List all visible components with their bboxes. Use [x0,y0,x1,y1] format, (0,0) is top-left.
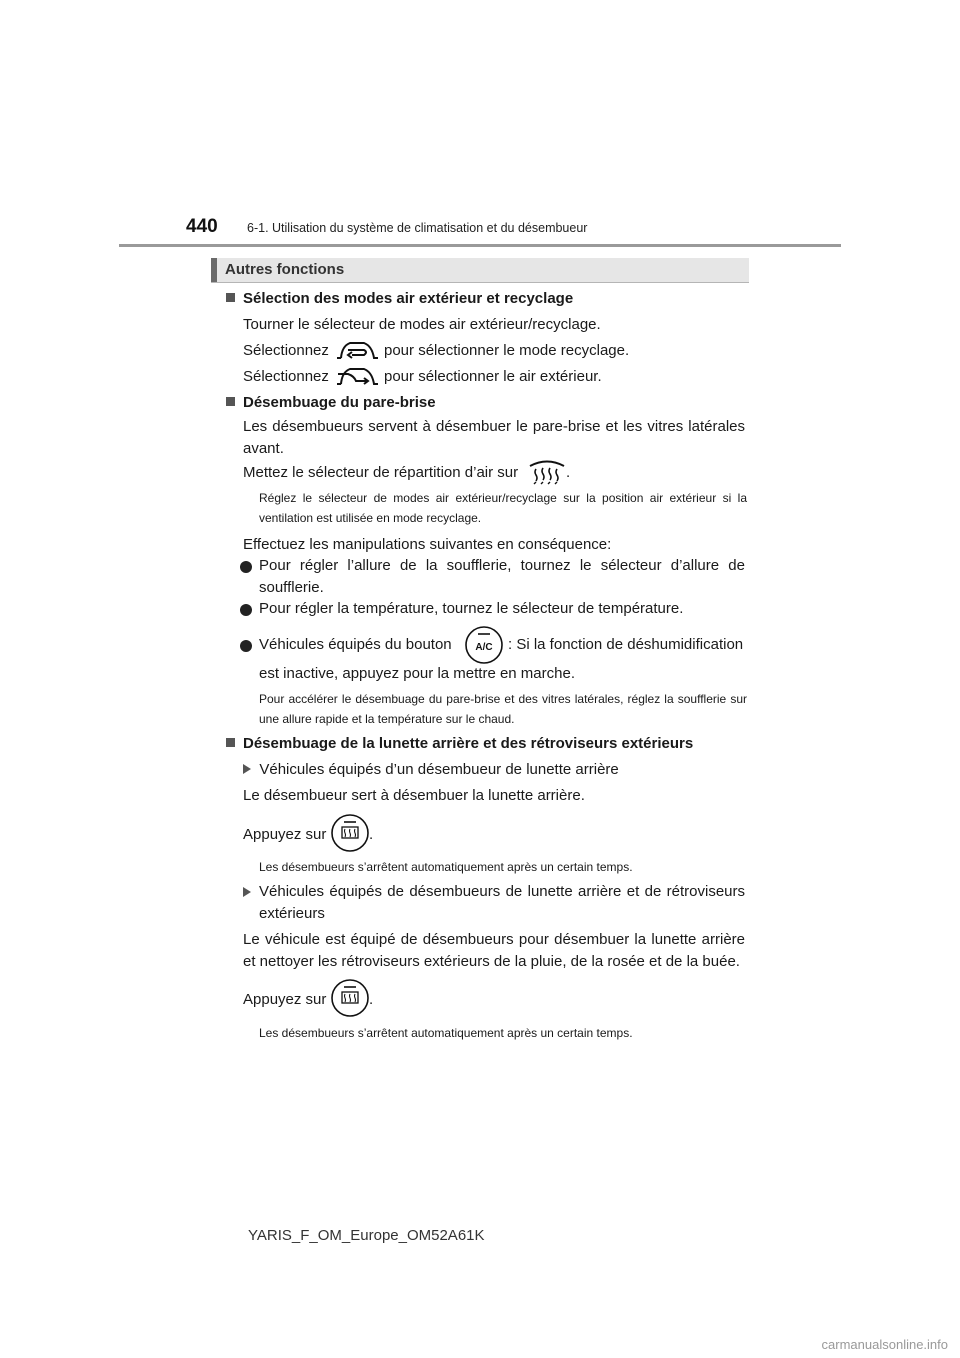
rear-press-prefix-2: Appuyez sur [243,991,327,1008]
rear-sub-1 [243,760,619,780]
triangle-bullet-icon [243,764,251,774]
windshield-bullet-temperature: Pour régler la température, tournez le sélecteur de température. [259,600,684,617]
rear-press-suffix-1: . [369,826,374,843]
ac-button-icon [464,624,504,666]
rear-sub-1-description: Le désembueur sert à désembuer la lunette arrière. [243,787,585,804]
bullet-icon [240,604,252,616]
section-marker [211,258,217,282]
windshield-intro: Les désembueurs servent à désembuer le pare-brise et les vitres latérales avant. [243,418,745,457]
recycle-heading-text: Sélection des modes air extérieur et recyclage [243,290,574,307]
page-number: 440 [186,216,218,237]
rear-note-1: Les désembueurs s’arrêtent automatiquement après un certain temps. [259,860,633,874]
section-header [211,258,749,283]
recycle-heading [226,289,573,309]
recycle-select-prefix: Sélectionnez [243,342,329,359]
header-divider [119,244,841,247]
rear-sub-1-text: Véhicules équipés d’un désembueur de lunette arrière [259,761,619,778]
windshield-selector-prefix: Mettez le sélecteur de répartition d’air sur [243,464,519,481]
windshield-bullet-ac-prefix: Véhicules équipés du bouton [259,636,452,653]
document-code: YARIS_F_OM_Europe_OM52A61K [248,1227,485,1244]
windshield-heading [226,393,436,413]
windshield-bullet-ac-line2: est inactive, appuyez pour la mettre en marche. [259,665,575,682]
bullet-icon [240,561,252,573]
rear-press-suffix-2: . [369,991,374,1008]
windshield-note-1: Réglez le sélecteur de modes air extérieur/recyclage sur la position air extérieur si la ventilation est utilisée en mode recyclage. [259,491,747,525]
windshield-bullet-ac-suffix: : Si la fonction de déshumidification [508,636,744,653]
rear-press-prefix-1: Appuyez sur [243,826,327,843]
fresh-select-prefix: Sélectionnez [243,368,329,385]
rear-sub-2: Véhicules équipés de désembueurs de lunette arrière et de rétroviseurs extérieurs [259,883,745,922]
ac-button-label: A/C [475,642,493,653]
windshield-note-2: Pour accélérer le désembuage du pare-brise et des vitres latérales, réglez la soufflerie sur une allure rapide et la température sur le chaud. [259,692,747,726]
square-bullet-icon [226,738,235,747]
bullet-icon [240,640,252,652]
square-bullet-icon [226,293,235,302]
watermark: carmanualsonline.info [821,1337,948,1352]
chapter-title: 6-1. Utilisation du système de climatisation et du désembueur [247,221,588,235]
fresh-air-mode-icon [334,364,380,390]
windshield-selector-suffix: . [566,464,571,481]
rear-heading-text: Désembuage de la lunette arrière et des rétroviseurs extérieurs [243,735,694,752]
rear-heading [226,734,693,754]
rear-sub-2-description: Le véhicule est équipé de désembueurs pour désembuer la lunette arrière et nettoyer les rétroviseurs extérieurs de la pluie, de la rosée et de la buée. [243,931,745,970]
rear-note-2: Les désembueurs s’arrêtent automatiquement après un certain temps. [259,1026,633,1040]
triangle-bullet-icon [243,887,251,897]
windshield-procedure: Effectuez les manipulations suivantes en conséquence: [243,536,612,553]
recirculation-mode-icon [334,338,380,364]
windshield-heading-text: Désembuage du pare-brise [243,394,436,411]
recycle-instruction: Tourner le sélecteur de modes air extérieur/recyclage. [243,316,601,333]
rear-defogger-button-icon [330,812,370,854]
windshield-bullet-blower: Pour régler l’allure de la soufflerie, tournez le sélecteur d’allure de soufflerie. [259,557,745,596]
rear-defogger-button-icon [330,977,370,1019]
square-bullet-icon [226,397,235,406]
recycle-select-suffix: pour sélectionner le mode recyclage. [384,342,630,359]
fresh-select-suffix: pour sélectionner le air extérieur. [384,368,602,385]
section-title: Autres fonctions [225,261,345,278]
windshield-defrost-icon [527,457,567,487]
